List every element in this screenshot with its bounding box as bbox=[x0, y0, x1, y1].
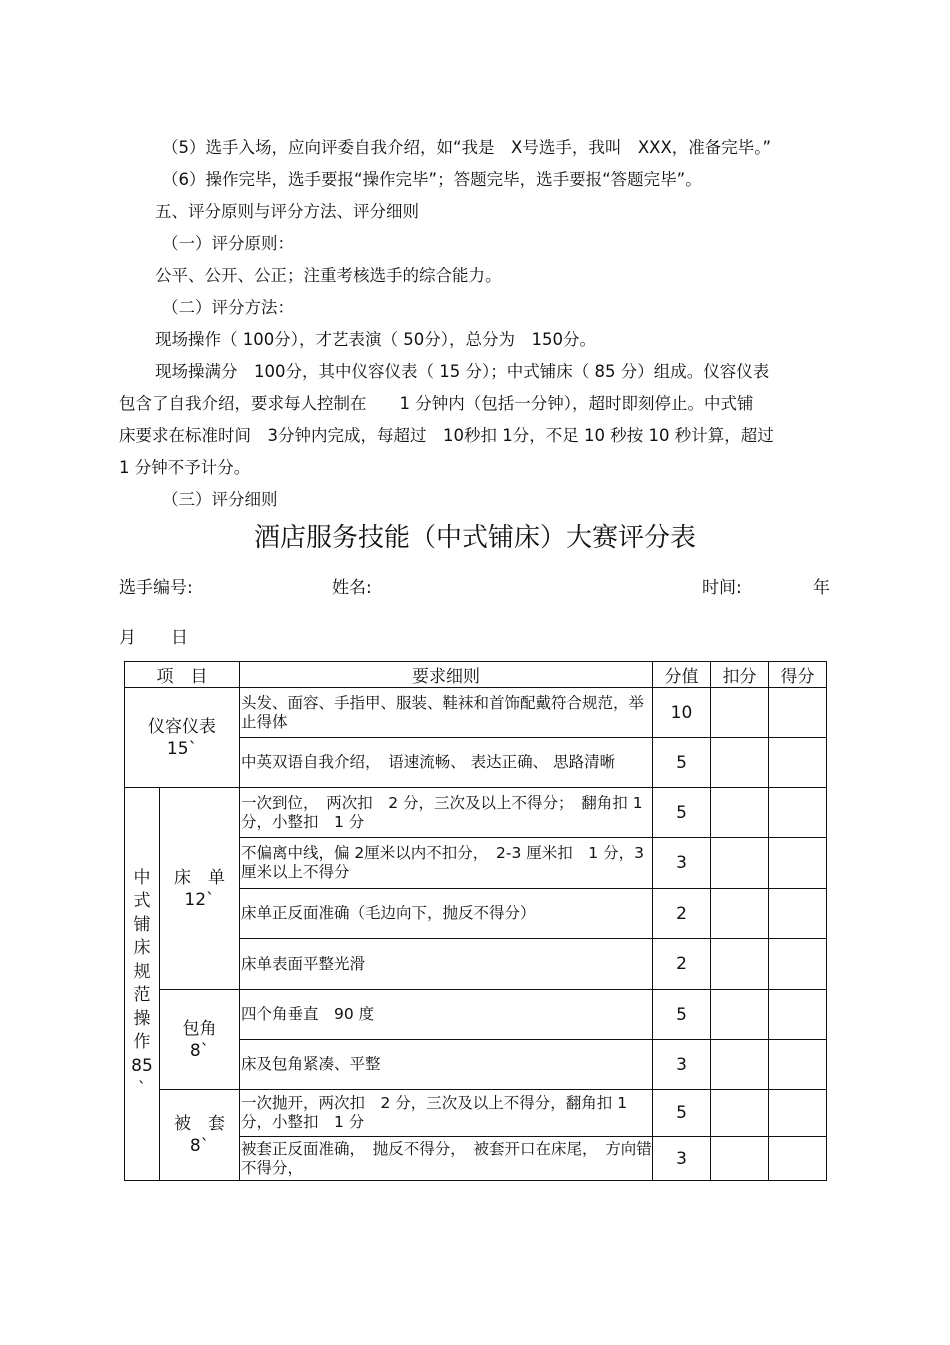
group-appearance bbox=[125, 688, 240, 788]
subgroup-cover-label: 被 套 bbox=[174, 1114, 225, 1134]
table-row bbox=[125, 1090, 827, 1137]
subgroup-cover-points: 8` bbox=[189, 1136, 210, 1156]
subgroup-corner-points: 8` bbox=[189, 1040, 210, 1061]
deduction-cell bbox=[711, 738, 769, 788]
day-label: 日 bbox=[171, 628, 188, 648]
requirement-cell: 床单表面平整光滑 bbox=[240, 939, 653, 990]
score-value: 10 bbox=[653, 688, 711, 738]
earned-cell bbox=[769, 939, 827, 990]
table-row bbox=[125, 688, 827, 738]
table-header-row bbox=[125, 662, 827, 688]
earned-cell bbox=[769, 1040, 827, 1090]
deduction-cell bbox=[711, 838, 769, 889]
paragraph-line: 包含了自我介绍，要求每人控制在 1 分钟内（包括一分钟），超时即刻停止。中式铺 bbox=[119, 394, 754, 413]
score-value: 3 bbox=[653, 1040, 711, 1090]
table-row bbox=[125, 990, 827, 1040]
section-heading: 五、评分原则与评分方法、评分细则 bbox=[155, 202, 419, 221]
score-value: 3 bbox=[653, 838, 711, 889]
earned-cell bbox=[769, 1090, 827, 1137]
paragraph-line: 现场操作（ 100分），才艺表演（ 50分），总分为 150分。 bbox=[155, 330, 596, 349]
deduction-cell bbox=[711, 889, 769, 939]
header-earned: 得分 bbox=[769, 662, 827, 688]
requirement-cell: 床及包角紧凑、平整 bbox=[240, 1040, 653, 1090]
subgroup-sheet-label: 床 单 bbox=[174, 867, 225, 888]
subgroup-corner-label: 包角 bbox=[182, 1018, 217, 1039]
score-value: 3 bbox=[653, 1137, 711, 1181]
score-table bbox=[124, 661, 827, 1181]
month-label: 月 bbox=[119, 628, 136, 648]
deduction-cell bbox=[711, 1090, 769, 1137]
deduction-cell bbox=[711, 788, 769, 838]
earned-cell bbox=[769, 788, 827, 838]
player-number-label: 选手编号: bbox=[119, 578, 193, 598]
earned-cell bbox=[769, 990, 827, 1040]
header-deduction: 扣分 bbox=[711, 662, 769, 688]
score-value: 5 bbox=[653, 788, 711, 838]
subgroup-cover bbox=[160, 1090, 240, 1181]
name-label: 姓名: bbox=[332, 578, 372, 598]
deduction-cell bbox=[711, 1040, 769, 1090]
score-value: 2 bbox=[653, 939, 711, 990]
subgroup-sheet-points: 12` bbox=[184, 889, 215, 910]
requirement-cell: 不偏离中线，偏 2厘米以内不扣分， 2-3 厘米扣 1 分，3 厘米以上不得分 bbox=[240, 838, 653, 889]
subgroup-corner bbox=[160, 990, 240, 1090]
paragraph-line: 床要求在标准时间 3分钟内完成，每超过 10秒扣 1分，不足 10 秒按 10 秒计算，超过 bbox=[119, 426, 774, 445]
score-value: 5 bbox=[653, 990, 711, 1040]
score-value: 2 bbox=[653, 889, 711, 939]
group-appearance-points: 15` bbox=[166, 738, 198, 759]
table-row bbox=[125, 788, 827, 838]
requirement-cell: 被套正反面准确， 抛反不得分， 被套开口在床尾， 方向错不得分， bbox=[240, 1137, 653, 1181]
requirement-cell: 四个角垂直 90 度 bbox=[240, 990, 653, 1040]
paragraph-line: 现场操满分 100分，其中仪容仪表（ 15 分）；中式铺床（ 85 分）组成。仪容仪表 bbox=[155, 362, 770, 381]
deduction-cell bbox=[711, 990, 769, 1040]
earned-cell bbox=[769, 688, 827, 738]
subgroup-sheet bbox=[160, 788, 240, 990]
requirement-cell: 头发、面容、手指甲、服装、鞋袜和首饰配戴符合规范，举止得体 bbox=[240, 688, 653, 738]
year-label: 年 bbox=[813, 578, 830, 598]
earned-cell bbox=[769, 1137, 827, 1181]
subsection-heading: （三）评分细则 bbox=[162, 490, 278, 509]
subsection-heading: （二）评分方法： bbox=[162, 298, 294, 317]
time-label: 时间: bbox=[702, 578, 742, 598]
requirement-cell: 床单正反面准确（毛边向下，抛反不得分） bbox=[240, 889, 653, 939]
deduction-cell bbox=[711, 939, 769, 990]
requirement-cell: 一次抛开，两次扣 2 分，三次及以上不得分，翻角扣 1 分，小整扣 1 分 bbox=[240, 1090, 653, 1137]
score-value: 5 bbox=[653, 1090, 711, 1137]
form-title: 酒店服务技能（中式铺床）大赛评分表 bbox=[253, 523, 696, 553]
paragraph-line: 公平、公开、公正；注重考核选手的综合能力。 bbox=[155, 266, 502, 285]
header-item: 项 目 bbox=[125, 662, 240, 688]
header-requirements: 要求细则 bbox=[240, 662, 653, 688]
paragraph-line: （6）操作完毕，选手要报“操作完毕”；答题完毕，选手要报“答题完毕”。 bbox=[162, 170, 702, 189]
deduction-cell bbox=[711, 1137, 769, 1181]
group-bedmaking-points: 85` bbox=[131, 1055, 153, 1099]
paragraph-line: （5）选手入场，应向评委自我介绍，如“我是 X号选手，我叫 XXX，准备完毕。” bbox=[162, 138, 772, 157]
score-value: 5 bbox=[653, 738, 711, 788]
group-bedmaking bbox=[125, 788, 160, 1181]
earned-cell bbox=[769, 838, 827, 889]
earned-cell bbox=[769, 738, 827, 788]
paragraph-line: 1 分钟不予计分。 bbox=[119, 458, 251, 477]
requirement-cell: 中英双语自我介绍， 语速流畅、 表达正确、 思路清晰 bbox=[240, 738, 653, 788]
group-bedmaking-label: 中式铺床规范操作 bbox=[133, 867, 151, 1052]
requirement-cell: 一次到位， 两次扣 2 分，三次及以上不得分； 翻角扣 1 分，小整扣 1 分 bbox=[240, 788, 653, 838]
deduction-cell bbox=[711, 688, 769, 738]
group-appearance-label: 仪容仪表 bbox=[148, 716, 216, 737]
earned-cell bbox=[769, 889, 827, 939]
subsection-heading: （一）评分原则： bbox=[162, 234, 294, 253]
header-score: 分值 bbox=[653, 662, 711, 688]
